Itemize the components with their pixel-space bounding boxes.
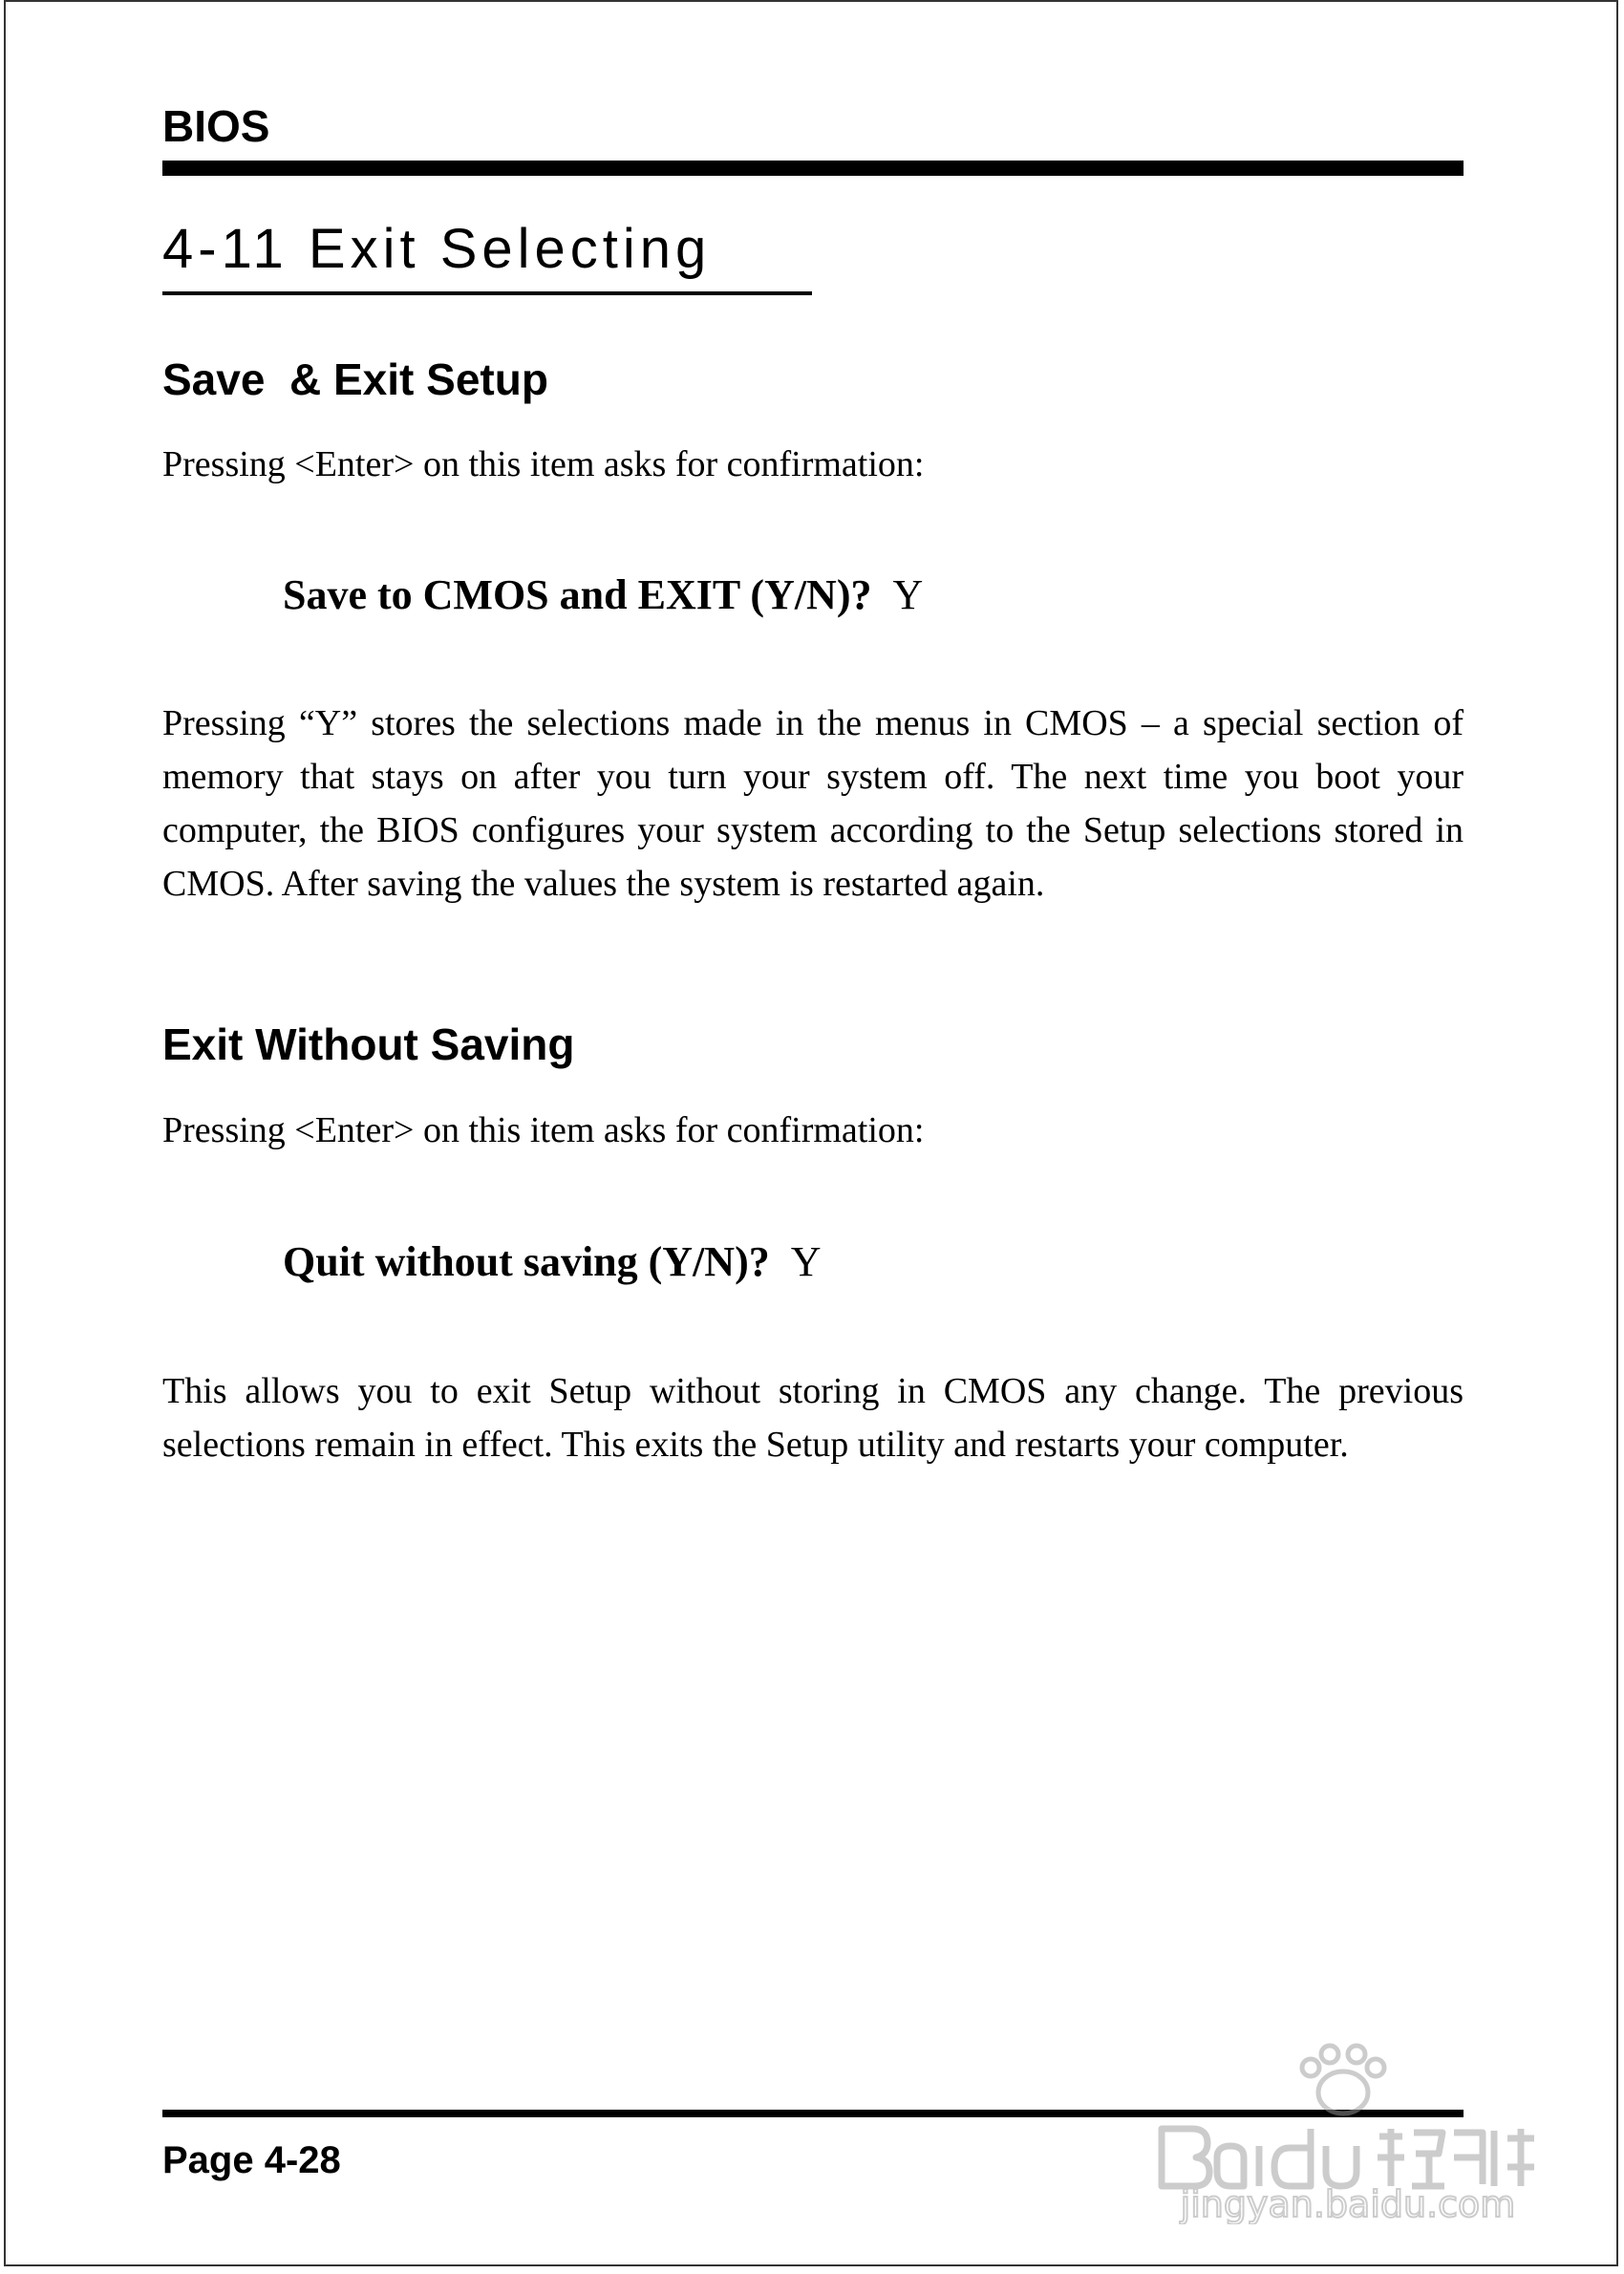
svg-text:jingyan.baidu.com: jingyan.baidu.com: [1180, 2183, 1516, 2224]
running-header: BIOS: [162, 101, 270, 151]
save-exit-description: Pressing “Y” stores the selections made in the menus in CMOS – a special section of memory that stays on after you turn your system off. The next time you boot your computer, the BIOS configures your system according to the Setup selections stored in CMOS. After saving the values the system is restarted again.: [162, 703, 1464, 904]
save-exit-prompt-answer: Y: [892, 571, 924, 618]
exit-without-saving-intro: Pressing <Enter> on this item asks for confirmation:: [162, 1110, 925, 1150]
save-exit-prompt-question: Save to CMOS and EXIT (Y/N)?: [283, 571, 872, 618]
save-exit-intro: Pressing <Enter> on this item asks for confirmation:: [162, 444, 925, 484]
exit-without-saving-description: This allows you to exit Setup without storing in CMOS any change. The previous selections remain in effect. This exits the Setup utility and restarts your computer.: [162, 1371, 1464, 1465]
exit-without-saving-heading: Exit Without Saving: [162, 1019, 575, 1069]
page-number: Page 4-28: [162, 2139, 341, 2181]
exit-without-saving-prompt-question: Quit without saving (Y/N)?: [283, 1238, 770, 1285]
save-exit-heading: Save & Exit Setup: [162, 354, 548, 404]
exit-without-saving-prompt: [283, 1234, 822, 1291]
header-rule: [162, 161, 1464, 176]
baidu-jingyan-watermark-logo: [1152, 2033, 1544, 2224]
exit-without-saving-prompt-answer: Y: [790, 1238, 822, 1285]
chapter-title-underline: [162, 291, 812, 295]
chapter-title: 4-11 Exit Selecting: [162, 218, 712, 280]
save-exit-prompt: [283, 567, 923, 624]
